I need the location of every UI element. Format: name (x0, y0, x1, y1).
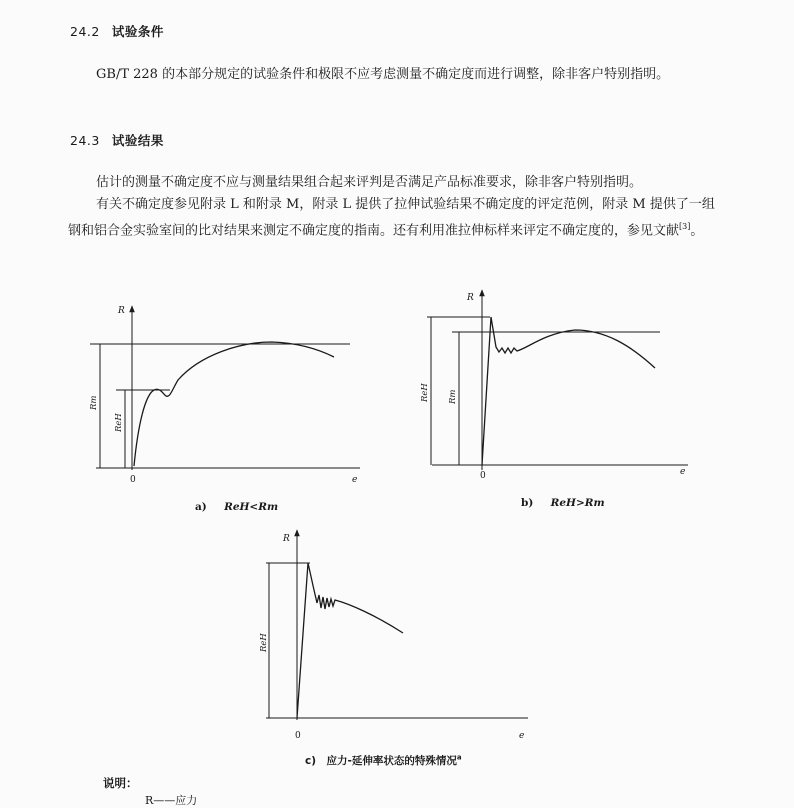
caption-figure-b (521, 497, 605, 509)
caption-rhs: Rm (584, 497, 605, 509)
paragraph-text: 有关不确定度参见附录 L 和附录 M，附录 L 提供了拉伸试验结果不确定度的评定范例，附录 M 提供了一组钢和铝合金实验室间的比对结果来测定不确定度的指南。还有利用准拉伸标样来评定不确定度的，参见文献 (68, 197, 715, 239)
figure-b (420, 290, 688, 481)
caption-lhs: ReH (550, 497, 576, 509)
figure-c (259, 530, 528, 741)
paragraph-text: 估计的测量不确定度不应与测量结果组合起来评判是否满足产品标准要求，除非客户特别指明。 (96, 175, 643, 190)
section-title: 试验条件 (111, 24, 164, 39)
paragraph-text: GB/T 228 的本部分规定的试验条件和极限不应考虑测量不确定度而进行调整，除非客户特别指明。 (96, 67, 670, 82)
caption-lhs: ReH (224, 501, 250, 513)
rm-label: Rm (448, 389, 458, 404)
stress-strain-curve (134, 342, 334, 466)
x-axis-label: e (352, 475, 358, 485)
x-axis-label: e (680, 467, 686, 477)
caption-figure-c (305, 753, 462, 768)
rm-label: Rm (89, 395, 99, 410)
stress-strain-curve (482, 317, 655, 465)
section-title: 试验结果 (111, 133, 164, 148)
note-line-cut: R——应力 (145, 794, 198, 807)
reh-label: ReH (259, 633, 269, 652)
caption-rhs: Rm (258, 501, 279, 513)
section-number: 24.2 (70, 24, 100, 39)
note-title: 说明： (103, 776, 138, 790)
reference-mark: [3] (679, 222, 691, 231)
paragraph-end: 。 (690, 223, 704, 239)
section-number: 24.3 (70, 133, 100, 148)
x-axis-label: e (519, 731, 525, 741)
caption-prefix: a) (195, 501, 207, 513)
origin-label: 0 (130, 475, 136, 485)
origin-label: 0 (295, 731, 301, 741)
stress-strain-curve (297, 563, 403, 718)
reh-label: ReH (420, 383, 430, 402)
caption-operator: > (575, 497, 585, 509)
y-axis-label: R (467, 293, 474, 303)
y-axis-label: R (118, 306, 125, 316)
figure-a (89, 306, 360, 485)
caption-footnote-mark: a (456, 753, 462, 762)
y-axis-label: R (283, 534, 290, 544)
caption-text: c) 应力-延伸率状态的特殊情况 (305, 755, 457, 767)
origin-label: 0 (480, 471, 486, 481)
caption-operator: < (249, 501, 259, 513)
reh-label: ReH (114, 413, 124, 432)
caption-prefix: b) (521, 497, 534, 509)
caption-figure-a (195, 501, 278, 513)
